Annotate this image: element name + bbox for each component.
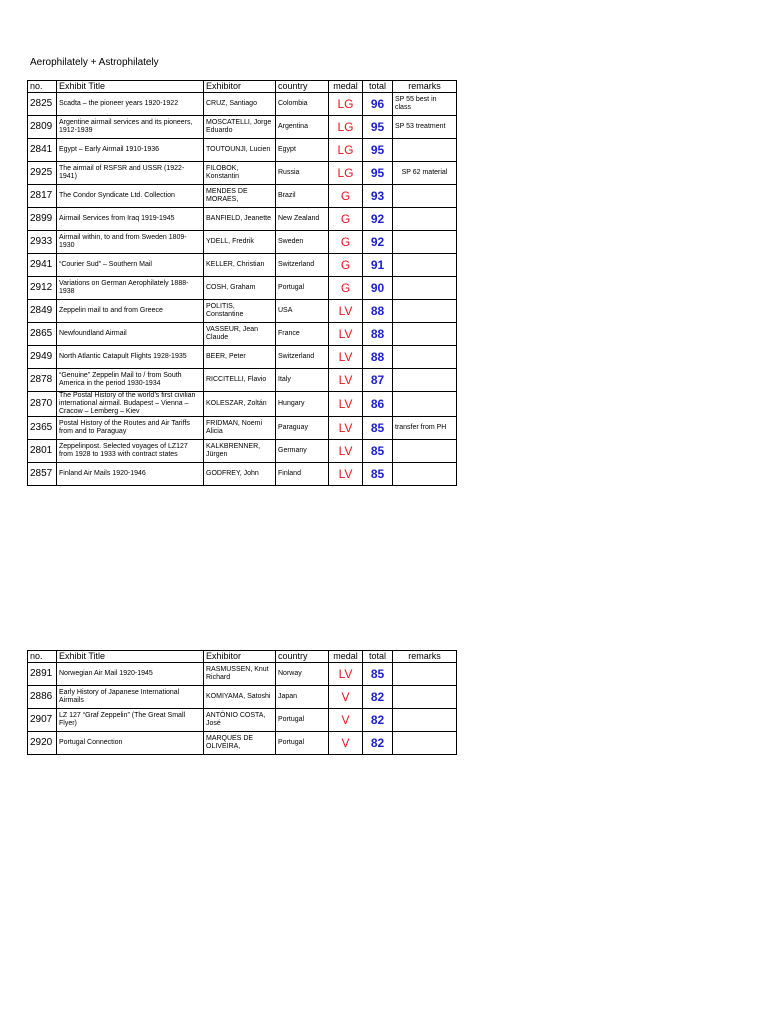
cell-remarks [393, 208, 457, 231]
cell-country: Portugal [276, 732, 329, 755]
cell-country: Portugal [276, 277, 329, 300]
table-row [28, 185, 457, 208]
cell-country: Sweden [276, 231, 329, 254]
cell-country: Switzerland [276, 346, 329, 369]
cell-no: 2870 [28, 392, 57, 417]
cell-medal: LG [329, 93, 363, 116]
cell-no: 2817 [28, 185, 57, 208]
cell-no: 2925 [28, 162, 57, 185]
cell-no: 2841 [28, 139, 57, 162]
table-row [28, 300, 457, 323]
table-row [28, 686, 457, 709]
cell-title: The Postal History of the world’s first civilian international airmail. Budapest – Vienna – Cracow – Lemberg – Kiev [57, 392, 204, 417]
cell-remarks: SP 62 material [393, 162, 457, 185]
cell-no: 2857 [28, 463, 57, 486]
cell-medal: LV [329, 369, 363, 392]
cell-exhibitor: BEER, Peter [204, 346, 276, 369]
cell-total: 86 [363, 392, 393, 417]
cell-country: New Zealand [276, 208, 329, 231]
cell-title: The Condor Syndicate Ltd. Collection [57, 185, 204, 208]
cell-title: Argentine airmail services and its pioneers, 1912-1939 [57, 116, 204, 139]
cell-exhibitor: VASSEUR, Jean Claude [204, 323, 276, 346]
cell-exhibitor: GODFREY, John [204, 463, 276, 486]
cell-exhibitor: YDELL, Fredrik [204, 231, 276, 254]
table-row [28, 346, 457, 369]
cell-total: 95 [363, 116, 393, 139]
cell-total: 88 [363, 346, 393, 369]
cell-total: 82 [363, 732, 393, 755]
cell-exhibitor: MENDES DE MORAES, [204, 185, 276, 208]
cell-exhibitor: ANTÓNIO COSTA, José [204, 709, 276, 732]
cell-remarks [393, 231, 457, 254]
table-row [28, 709, 457, 732]
cell-total: 95 [363, 139, 393, 162]
cell-exhibitor: COSH, Graham [204, 277, 276, 300]
table-row [28, 392, 457, 417]
cell-exhibitor: BANFIELD, Jeanette [204, 208, 276, 231]
cell-total: 92 [363, 208, 393, 231]
cell-remarks [393, 346, 457, 369]
cell-no: 2825 [28, 93, 57, 116]
table-row [28, 440, 457, 463]
cell-total: 85 [363, 663, 393, 686]
cell-total: 85 [363, 440, 393, 463]
cell-title: “Genuine” Zeppelin Mail to / from South America in the period 1930-1934 [57, 369, 204, 392]
cell-title: Portugal Connection [57, 732, 204, 755]
table-row [28, 417, 457, 440]
cell-total: 88 [363, 323, 393, 346]
cell-title: Postal History of the Routes and Air Tariffs from and to Paraguay [57, 417, 204, 440]
cell-total: 82 [363, 686, 393, 709]
cell-medal: V [329, 709, 363, 732]
results-table-1 [27, 80, 457, 486]
cell-country: France [276, 323, 329, 346]
cell-remarks [393, 663, 457, 686]
cell-no: 2801 [28, 440, 57, 463]
table-row [28, 139, 457, 162]
cell-exhibitor: KOLESZAR, Zoltán [204, 392, 276, 417]
cell-total: 90 [363, 277, 393, 300]
cell-no: 2920 [28, 732, 57, 755]
cell-remarks [393, 139, 457, 162]
cell-remarks: SP 53 treatment [393, 116, 457, 139]
cell-no: 2912 [28, 277, 57, 300]
cell-exhibitor: CRUZ, Santiago [204, 93, 276, 116]
table-row [28, 208, 457, 231]
cell-country: Finland [276, 463, 329, 486]
cell-total: 88 [363, 300, 393, 323]
cell-medal: LV [329, 663, 363, 686]
header-total: total [363, 81, 393, 93]
cell-country: USA [276, 300, 329, 323]
cell-country: Switzerland [276, 254, 329, 277]
cell-total: 85 [363, 417, 393, 440]
cell-medal: LG [329, 162, 363, 185]
cell-country: Egypt [276, 139, 329, 162]
cell-exhibitor: KOMIYAMA, Satoshi [204, 686, 276, 709]
cell-title: Egypt – Early Airmail 1910-1936 [57, 139, 204, 162]
cell-total: 96 [363, 93, 393, 116]
cell-title: “Courier Sud” – Southern Mail [57, 254, 204, 277]
cell-medal: V [329, 686, 363, 709]
results-table-2 [27, 650, 457, 755]
cell-medal: LG [329, 116, 363, 139]
cell-title: North Atlantic Catapult Flights 1928-1935 [57, 346, 204, 369]
header-exhibitor: Exhibitor [204, 651, 276, 663]
header-country: country [276, 651, 329, 663]
cell-country: Paraguay [276, 417, 329, 440]
cell-exhibitor: FRIDMAN, Noemi Alicia [204, 417, 276, 440]
cell-country: Russia [276, 162, 329, 185]
cell-no: 2891 [28, 663, 57, 686]
header-no: no. [28, 651, 57, 663]
cell-exhibitor: RASMUSSEN, Knut Richard [204, 663, 276, 686]
cell-country: Portugal [276, 709, 329, 732]
page-title: Aerophilately + Astrophilately [30, 57, 159, 68]
cell-remarks [393, 254, 457, 277]
cell-exhibitor: MOSCATELLI, Jorge Eduardo [204, 116, 276, 139]
cell-remarks [393, 709, 457, 732]
cell-exhibitor: POLITIS, Constantine [204, 300, 276, 323]
table-row [28, 231, 457, 254]
header-medal: medal [329, 81, 363, 93]
table-row [28, 369, 457, 392]
cell-medal: G [329, 208, 363, 231]
header-exhibitor: Exhibitor [204, 81, 276, 93]
cell-total: 87 [363, 369, 393, 392]
header-no: no. [28, 81, 57, 93]
cell-no: 2886 [28, 686, 57, 709]
header-country: country [276, 81, 329, 93]
cell-remarks: transfer from PH [393, 417, 457, 440]
cell-no: 2809 [28, 116, 57, 139]
cell-title: Zeppelin mail to and from Greece [57, 300, 204, 323]
cell-total: 85 [363, 463, 393, 486]
cell-exhibitor: KELLER, Christian [204, 254, 276, 277]
table-row [28, 162, 457, 185]
cell-exhibitor: MARQUES DE OLIVEIRA, [204, 732, 276, 755]
header-title: Exhibit Title [57, 651, 204, 663]
cell-remarks [393, 185, 457, 208]
cell-remarks [393, 392, 457, 417]
cell-total: 91 [363, 254, 393, 277]
table-row [28, 732, 457, 755]
cell-country: Brazil [276, 185, 329, 208]
cell-medal: G [329, 185, 363, 208]
cell-country: Hungary [276, 392, 329, 417]
header-remarks: remarks [393, 651, 457, 663]
cell-medal: LV [329, 323, 363, 346]
cell-title: The airmail of RSFSR and USSR (1922-1941) [57, 162, 204, 185]
cell-medal: LV [329, 440, 363, 463]
header-title: Exhibit Title [57, 81, 204, 93]
cell-medal: LV [329, 300, 363, 323]
table-row [28, 116, 457, 139]
cell-no: 2865 [28, 323, 57, 346]
cell-medal: G [329, 254, 363, 277]
table-row [28, 254, 457, 277]
cell-no: 2365 [28, 417, 57, 440]
cell-exhibitor: FILOBOK, Konstantin [204, 162, 276, 185]
cell-remarks [393, 277, 457, 300]
header-remarks: remarks [393, 81, 457, 93]
cell-title: Scadta – the pioneer years 1920-1922 [57, 93, 204, 116]
table-row [28, 93, 457, 116]
cell-medal: LV [329, 417, 363, 440]
cell-title: Early History of Japanese International Airmails [57, 686, 204, 709]
cell-exhibitor: KALKBRENNER, Jürgen [204, 440, 276, 463]
cell-title: LZ 127 “Graf Zeppelin” (The Great Small Flyer) [57, 709, 204, 732]
cell-total: 95 [363, 162, 393, 185]
cell-medal: LV [329, 392, 363, 417]
cell-country: Norway [276, 663, 329, 686]
cell-medal: G [329, 231, 363, 254]
cell-total: 93 [363, 185, 393, 208]
cell-no: 2899 [28, 208, 57, 231]
cell-title: Airmail Services from Iraq 1919-1945 [57, 208, 204, 231]
table-row [28, 663, 457, 686]
cell-no: 2949 [28, 346, 57, 369]
cell-medal: G [329, 277, 363, 300]
cell-remarks [393, 369, 457, 392]
cell-remarks [393, 300, 457, 323]
cell-exhibitor: TOUTOUNJI, Lucien [204, 139, 276, 162]
cell-title: Finland Air Mails 1920-1946 [57, 463, 204, 486]
cell-no: 2907 [28, 709, 57, 732]
cell-title: Airmail within, to and from Sweden 1809-1930 [57, 231, 204, 254]
cell-exhibitor: RICCITELLI, Flavio [204, 369, 276, 392]
cell-title: Newfoundland Airmail [57, 323, 204, 346]
cell-no: 2941 [28, 254, 57, 277]
cell-country: Germany [276, 440, 329, 463]
cell-medal: LG [329, 139, 363, 162]
table-row [28, 277, 457, 300]
cell-total: 92 [363, 231, 393, 254]
cell-no: 2878 [28, 369, 57, 392]
cell-country: Japan [276, 686, 329, 709]
cell-country: Italy [276, 369, 329, 392]
cell-no: 2849 [28, 300, 57, 323]
cell-medal: LV [329, 463, 363, 486]
cell-title: Zeppelinpost. Selected voyages of LZ127 from 1928 to 1933 with contract states [57, 440, 204, 463]
cell-remarks [393, 440, 457, 463]
cell-remarks: SP 55 best in class [393, 93, 457, 116]
header-row [28, 651, 457, 663]
cell-title: Norwegian Air Mail 1920-1945 [57, 663, 204, 686]
cell-medal: LV [329, 346, 363, 369]
cell-no: 2933 [28, 231, 57, 254]
cell-country: Argentina [276, 116, 329, 139]
table-row [28, 463, 457, 486]
table-row [28, 323, 457, 346]
cell-remarks [393, 463, 457, 486]
header-row [28, 81, 457, 93]
cell-remarks [393, 732, 457, 755]
cell-remarks [393, 323, 457, 346]
header-medal: medal [329, 651, 363, 663]
cell-country: Colombia [276, 93, 329, 116]
cell-title: Variations on German Aerophilately 1888-1938 [57, 277, 204, 300]
cell-medal: V [329, 732, 363, 755]
header-total: total [363, 651, 393, 663]
cell-remarks [393, 686, 457, 709]
cell-total: 82 [363, 709, 393, 732]
